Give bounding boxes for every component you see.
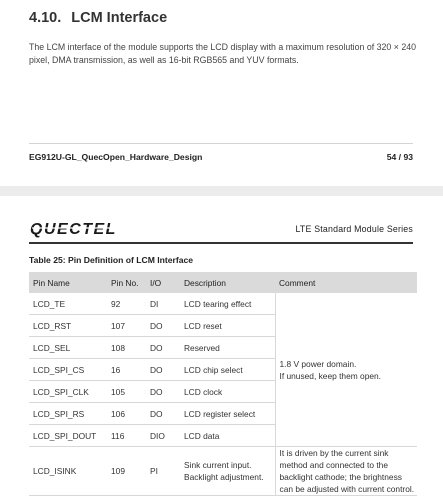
io-cell: DI (146, 293, 180, 315)
pin-number-cell: 108 (107, 337, 146, 359)
comment-line: It is driven by the current sink (279, 448, 389, 458)
pin-name-cell: LCD_SEL (29, 337, 107, 359)
io-cell: PI (146, 447, 180, 496)
pin-name-cell: LCD_TE (29, 293, 107, 315)
pin-definition-table (29, 272, 417, 496)
description-line: Backlight adjustment. (184, 472, 264, 482)
io-cell: DO (146, 359, 180, 381)
table-header-row (29, 272, 417, 293)
footer-document-name: EG912U-GL_QuecOpen_Hardware_Design (29, 152, 203, 162)
comment-line: method and connected to the (279, 460, 388, 470)
footer-page-number: 54 / 93 (386, 152, 413, 162)
column-header: Description (180, 272, 275, 293)
description-cell (180, 447, 275, 496)
pin-number-cell: 16 (107, 359, 146, 381)
footer-divider (29, 143, 413, 144)
comment-cell (275, 447, 417, 496)
table-row (29, 447, 417, 496)
column-header: Pin No. (107, 272, 146, 293)
io-cell: DO (146, 381, 180, 403)
description-cell: LCD data (180, 425, 275, 447)
comment-line: If unused, keep them open. (279, 370, 382, 381)
pin-name-cell: LCD_SPI_CLK (29, 381, 107, 403)
pin-name-cell: LCD_SPI_DOUT (29, 425, 107, 447)
column-header: Pin Name (29, 272, 107, 293)
comment-line: backlight cathode; the brightness (279, 472, 402, 482)
pin-name-cell: LCD_ISINK (29, 447, 107, 496)
series-title: LTE Standard Module Series (295, 224, 413, 234)
column-header: I/O (146, 272, 180, 293)
io-cell: DO (146, 315, 180, 337)
section-number: 4.10. (29, 10, 62, 26)
section-heading (29, 10, 167, 26)
section-paragraph: The LCM interface of the module supports the LCD display with a maximum resolution of 320 × 240 pixel, DMA transmission, as well as 16-bit RGB565 and YUV formats. (29, 42, 417, 65)
table-caption: Table 25: Pin Definition of LCM Interface (29, 255, 194, 265)
pin-number-cell: 107 (107, 315, 146, 337)
description-cell: LCD clock (180, 381, 275, 403)
io-cell: DO (146, 403, 180, 425)
description-line: Sink current input. (184, 460, 252, 470)
column-header: Comment (275, 272, 417, 293)
description-cell: Reserved (180, 337, 275, 359)
pin-number-cell: 109 (107, 447, 146, 496)
table-row (29, 293, 417, 315)
description-cell: LCD register select (180, 403, 275, 425)
document-page-54 (0, 0, 443, 186)
group-comment-cell (275, 293, 417, 447)
pin-name-cell: LCD_SPI_RS (29, 403, 107, 425)
pin-number-cell: 116 (107, 425, 146, 447)
io-cell: DIO (146, 425, 180, 447)
pin-number-cell: 105 (107, 381, 146, 403)
logo-text: QUECTEL (30, 221, 117, 238)
section-title: LCM Interface (71, 10, 168, 26)
pin-number-cell: 92 (107, 293, 146, 315)
pin-number-cell: 106 (107, 403, 146, 425)
description-cell: LCD chip select (180, 359, 275, 381)
description-cell: LCD tearing effect (180, 293, 275, 315)
description-cell: LCD reset (180, 315, 275, 337)
comment-line: can be adjusted with current control. (279, 484, 415, 494)
pin-name-cell: LCD_SPI_CS (29, 359, 107, 381)
comment-line: 1.8 V power domain. (279, 358, 357, 369)
quectel-logo (30, 219, 122, 239)
document-page-55 (0, 196, 443, 499)
pin-name-cell: LCD_RST (29, 315, 107, 337)
io-cell: DO (146, 337, 180, 359)
header-divider (29, 242, 413, 244)
